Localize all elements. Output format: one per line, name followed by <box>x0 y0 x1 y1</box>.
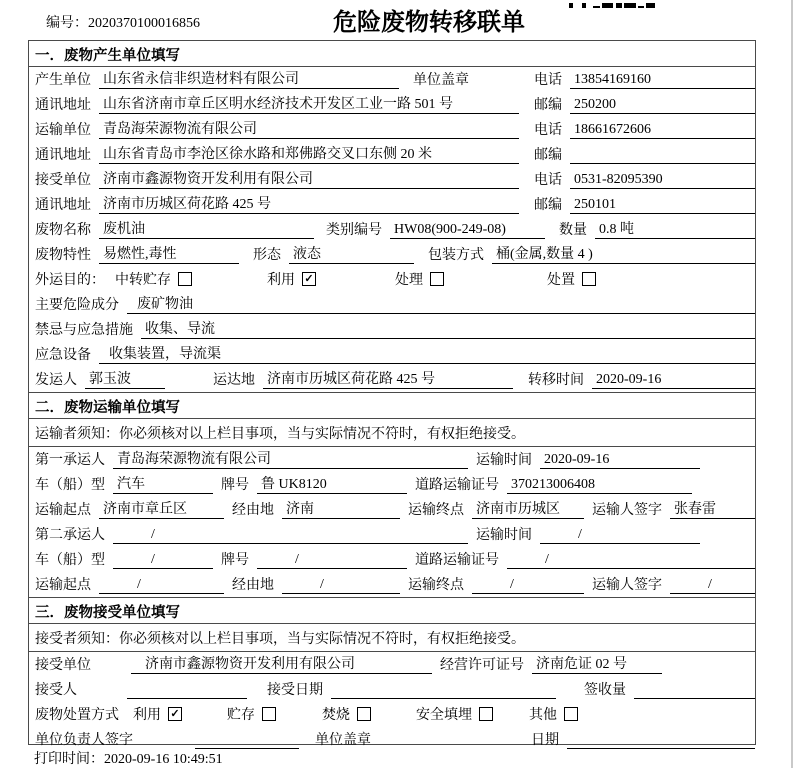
qr-code-icon <box>569 0 655 8</box>
vehicle1-row <box>29 472 755 497</box>
route2-row <box>29 572 755 597</box>
carrier1-row <box>29 447 755 472</box>
producer-value: 山东省永信非织造材料有限公司 <box>99 68 399 89</box>
disposal-option-use <box>133 704 182 724</box>
waste-name-value: 废机油 <box>99 218 314 239</box>
via1-value: 济南 <box>282 498 400 519</box>
signer2-value: / <box>670 577 755 594</box>
quantity-value: 0.8 吨 <box>595 218 755 239</box>
end2-value: / <box>472 577 584 594</box>
taboo-label: 禁忌与应急措施 <box>35 323 133 338</box>
checkbox-icon <box>430 272 444 286</box>
chief-signature-label: 单位负责人签字 <box>35 733 133 748</box>
checkbox-icon <box>479 707 493 721</box>
equipment-label: 应急设备 <box>35 348 91 363</box>
receiver-row <box>29 167 755 192</box>
form-value: 液态 <box>289 243 414 264</box>
checkbox-icon <box>564 707 578 721</box>
unit-seal-label: 单位盖章 <box>413 73 469 88</box>
option-label: 处置 <box>547 273 575 288</box>
transfer-date-value: 2020-09-16 <box>592 372 755 389</box>
recipient-label: 接受人 <box>35 683 77 698</box>
waste-name-label: 废物名称 <box>35 223 91 238</box>
road-license1-label: 道路运输证号 <box>415 478 499 493</box>
vehicle2-label: 车（船）型 <box>35 553 105 568</box>
accept-unit-label: 接受单位 <box>35 658 91 673</box>
carrier2-label: 第二承运人 <box>35 528 105 543</box>
section2-header: 二．废物运输单位填写 <box>29 392 755 419</box>
transporter-value: 青岛海荣源物流有限公司 <box>99 118 519 139</box>
destination-value: 济南市历城区荷花路 425 号 <box>263 368 513 389</box>
consignor-row <box>29 367 755 392</box>
purpose-option-transfer-storage <box>115 269 192 289</box>
via1-label: 经由地 <box>232 503 274 518</box>
plate2-value: / <box>257 552 407 569</box>
signed-amount-label: 签收量 <box>584 683 626 698</box>
print-time-line <box>34 748 223 768</box>
chief-signature-value <box>195 733 299 749</box>
end1-value: 济南市历城区 <box>472 498 584 519</box>
purpose-row <box>29 267 755 292</box>
transfer-date-label: 转移时间 <box>528 373 584 388</box>
property-label: 废物特性 <box>35 248 91 263</box>
origin2-label: 运输起点 <box>35 578 91 593</box>
page-edge <box>791 0 793 768</box>
option-label: 利用 <box>133 708 161 723</box>
carrier2-row <box>29 522 755 547</box>
transport-time2-label: 运输时间 <box>476 528 532 543</box>
consignor-label: 发运人 <box>35 373 77 388</box>
end1-label: 运输终点 <box>408 503 464 518</box>
disposal-option-store <box>227 704 276 724</box>
vehicle2-row <box>29 547 755 572</box>
zip1-value: 250200 <box>570 97 755 114</box>
consignor-value: 郭玉波 <box>85 368 165 389</box>
checkbox-icon <box>357 707 371 721</box>
checkbox-icon <box>178 272 192 286</box>
hazard-value: 废矿物油 <box>127 293 755 314</box>
section1-header: 一．废物产生单位填写 <box>29 41 755 67</box>
waste-name-row <box>29 217 755 242</box>
carrier2-value: / <box>113 527 468 544</box>
address1-value: 山东省济南市章丘区明水经济技术开发区工业一路 501 号 <box>99 93 519 114</box>
transporter-address-row <box>29 142 755 167</box>
option-label: 其他 <box>529 708 557 723</box>
road-license1-value: 370213006408 <box>507 477 692 494</box>
transporter-row <box>29 117 755 142</box>
quantity-label: 数量 <box>559 223 587 238</box>
doc-number-value: 2020370100016856 <box>88 16 200 31</box>
phone2-label: 电话 <box>534 123 562 138</box>
carrier1-label: 第一承运人 <box>35 453 105 468</box>
vehicle1-value: 汽车 <box>113 473 213 494</box>
receiver-label: 接受单位 <box>35 173 91 188</box>
recipient-row <box>29 677 755 702</box>
print-time-value: 2020-09-16 10:49:51 <box>104 752 223 767</box>
disposal-method-row <box>29 702 755 727</box>
disposal-option-incinerate <box>322 704 371 724</box>
disposal-method-label: 废物处置方式 <box>35 708 119 723</box>
disposal-option-other <box>529 704 578 724</box>
section3-header: 三．废物接受单位填写 <box>29 597 755 624</box>
category-label: 类别编号 <box>326 223 382 238</box>
carrier1-value: 青岛海荣源物流有限公司 <box>113 448 468 469</box>
recipient-value <box>127 683 247 699</box>
signer2-label: 运输人签字 <box>592 578 662 593</box>
page-title: 危险废物转移联单 <box>333 10 525 36</box>
end2-label: 运输终点 <box>408 578 464 593</box>
purpose-option-dispose <box>547 269 596 289</box>
road-license2-value: / <box>507 552 755 569</box>
producer-address-row <box>29 92 755 117</box>
option-label: 贮存 <box>227 708 255 723</box>
transport-time1-value: 2020-09-16 <box>540 452 700 469</box>
signer1-label: 运输人签字 <box>592 503 662 518</box>
date-label: 日期 <box>531 733 559 748</box>
producer-row <box>29 67 755 92</box>
purpose-label: 外运目的： <box>35 273 105 288</box>
vehicle2-value: / <box>113 552 213 569</box>
via2-label: 经由地 <box>232 578 274 593</box>
permit-label: 经营许可证号 <box>440 658 524 673</box>
receiver-value: 济南市鑫源物资开发利用有限公司 <box>99 168 519 189</box>
plate2-label: 牌号 <box>221 553 249 568</box>
print-time-label: 打印时间： <box>34 752 104 767</box>
purpose-option-use <box>267 269 316 289</box>
accept-unit-value: 济南市鑫源物资开发利用有限公司 <box>131 653 432 674</box>
date-value <box>567 733 755 749</box>
permit-value: 济南危证 02 号 <box>532 653 662 674</box>
transport-time1-label: 运输时间 <box>476 453 532 468</box>
option-label: 安全填埋 <box>416 708 472 723</box>
origin1-value: 济南市章丘区 <box>99 498 224 519</box>
producer-label: 产生单位 <box>35 73 91 88</box>
transport-time2-value: / <box>540 527 700 544</box>
address3-value: 济南市历城区荷花路 425 号 <box>99 193 519 214</box>
taboo-row <box>29 317 755 342</box>
zip3-label: 邮编 <box>534 198 562 213</box>
checkbox-icon: ✓ <box>302 272 316 286</box>
phone1-label: 电话 <box>534 73 562 88</box>
zip2-label: 邮编 <box>534 148 562 163</box>
option-label: 焚烧 <box>322 708 350 723</box>
unit-seal2-label: 单位盖章 <box>315 733 371 748</box>
road-license2-label: 道路运输证号 <box>415 553 499 568</box>
address3-label: 通讯地址 <box>35 198 91 213</box>
checkbox-icon <box>262 707 276 721</box>
accept-date-label: 接受日期 <box>267 683 323 698</box>
form-label: 形态 <box>253 248 281 263</box>
plate1-label: 牌号 <box>221 478 249 493</box>
signed-amount-value <box>634 683 755 699</box>
packing-value: 桶(金属,数量 4 ) <box>492 243 755 264</box>
zip3-value: 250101 <box>570 197 755 214</box>
address2-value: 山东省青岛市李沧区徐水路和郑佛路交叉口东侧 20 米 <box>99 143 519 164</box>
section2-notice: 运输者须知：你必须核对以上栏目事项，当与实际情况不符时，有权拒绝接受。 <box>29 419 755 447</box>
waste-property-row <box>29 242 755 267</box>
phone3-label: 电话 <box>534 173 562 188</box>
route1-row <box>29 497 755 522</box>
zip2-value <box>570 148 755 164</box>
category-value: HW08(900-249-08) <box>390 222 545 239</box>
receiver-address-row <box>29 192 755 217</box>
address2-label: 通讯地址 <box>35 148 91 163</box>
purpose-option-treat <box>395 269 444 289</box>
option-label: 利用 <box>267 273 295 288</box>
equipment-row <box>29 342 755 367</box>
plate1-value: 鲁 UK8120 <box>257 473 407 494</box>
option-label: 处理 <box>395 273 423 288</box>
form-border-box <box>28 40 756 748</box>
hazard-label: 主要危险成分 <box>35 298 119 313</box>
hazard-row <box>29 292 755 317</box>
phone2-value: 18661672606 <box>570 122 755 139</box>
taboo-value: 收集、导流 <box>141 318 755 339</box>
origin2-value: / <box>99 577 224 594</box>
transporter-label: 运输单位 <box>35 123 91 138</box>
phone3-value: 0531-82095390 <box>570 172 755 189</box>
doc-number-line <box>46 12 200 32</box>
zip1-label: 邮编 <box>534 98 562 113</box>
doc-number-label: 编号： <box>46 16 88 31</box>
origin1-label: 运输起点 <box>35 503 91 518</box>
checkbox-icon: ✓ <box>168 707 182 721</box>
via2-value: / <box>282 577 400 594</box>
phone1-value: 13854169160 <box>570 72 755 89</box>
property-value: 易燃性,毒性 <box>99 243 239 264</box>
checkbox-icon <box>582 272 596 286</box>
destination-label: 运达地 <box>213 373 255 388</box>
packing-label: 包装方式 <box>428 248 484 263</box>
section3-notice: 接受者须知：你必须核对以上栏目事项，当与实际情况不符时，有权拒绝接受。 <box>29 624 755 652</box>
address1-label: 通讯地址 <box>35 98 91 113</box>
vehicle1-label: 车（船）型 <box>35 478 105 493</box>
accept-unit-row <box>29 652 755 677</box>
option-label: 中转贮存 <box>115 273 171 288</box>
accept-date-value <box>331 683 556 699</box>
signer1-value: 张春雷 <box>670 498 755 519</box>
disposal-option-landfill <box>416 704 493 724</box>
equipment-value: 收集装置，导流渠 <box>99 343 755 364</box>
